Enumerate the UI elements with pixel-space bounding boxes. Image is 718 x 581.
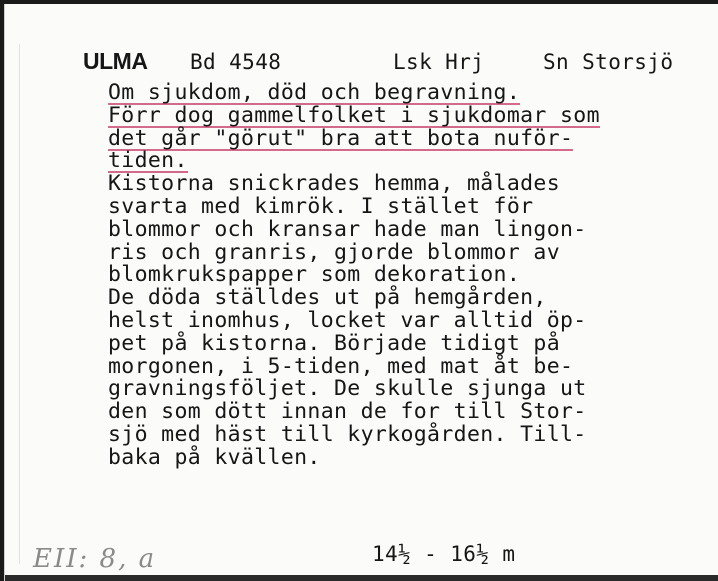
text-line	[108, 102, 718, 128]
text-line: sjö med häst till kyrkogården. Till-	[108, 421, 587, 447]
archive-code: ULMA	[83, 48, 148, 74]
card-body	[108, 82, 718, 470]
text-line: pet på kistorna. Började tidigt på	[108, 330, 560, 356]
handwritten-classification: EII: 8, a	[33, 544, 157, 574]
text-line	[108, 150, 718, 173]
text-line-content: Förr dog gammelfolket i sjukdomar som	[108, 102, 600, 128]
text-line: blomkrukspapper som dekoration.	[108, 262, 521, 288]
text-line: svarta med kimrök. I stället för	[108, 193, 534, 219]
text-line: morgonen, i 5-tiden, med mat åt be-	[108, 353, 574, 379]
index-card	[4, 4, 718, 581]
card-title: Om sjukdom, död och begravning.	[108, 80, 521, 105]
parish: Sn Storsjö	[543, 50, 674, 74]
margin-line	[19, 44, 20, 564]
measurement: 14½ - 16½ m	[372, 542, 516, 566]
text-line: baka på kvällen.	[108, 444, 321, 470]
card-header	[83, 48, 718, 80]
title-line	[108, 82, 718, 105]
text-line	[108, 125, 718, 151]
scan-edge	[5, 575, 718, 581]
text-line: gravningsföljet. De skulle sjunga ut	[108, 376, 587, 402]
text-line-content: tiden.	[108, 148, 188, 174]
record-number: Bd 4548	[190, 50, 282, 74]
text-line: den som dött innan de for till Stor-	[108, 399, 587, 425]
text-line: ris och granris, gjorde blommor av	[108, 239, 560, 265]
text-line: De döda ställdes ut på hemgården,	[108, 285, 547, 311]
text-line: blommor och kransar hade man lingon-	[108, 216, 587, 242]
text-line: helst inomhus, locket var alltid öp-	[108, 307, 587, 333]
text-line-content: det går "görut" bra att bota nuför-	[108, 125, 574, 151]
region-code: Lsk Hrj	[393, 50, 485, 74]
text-line: Kistorna snickrades hemma, målades	[108, 171, 560, 197]
